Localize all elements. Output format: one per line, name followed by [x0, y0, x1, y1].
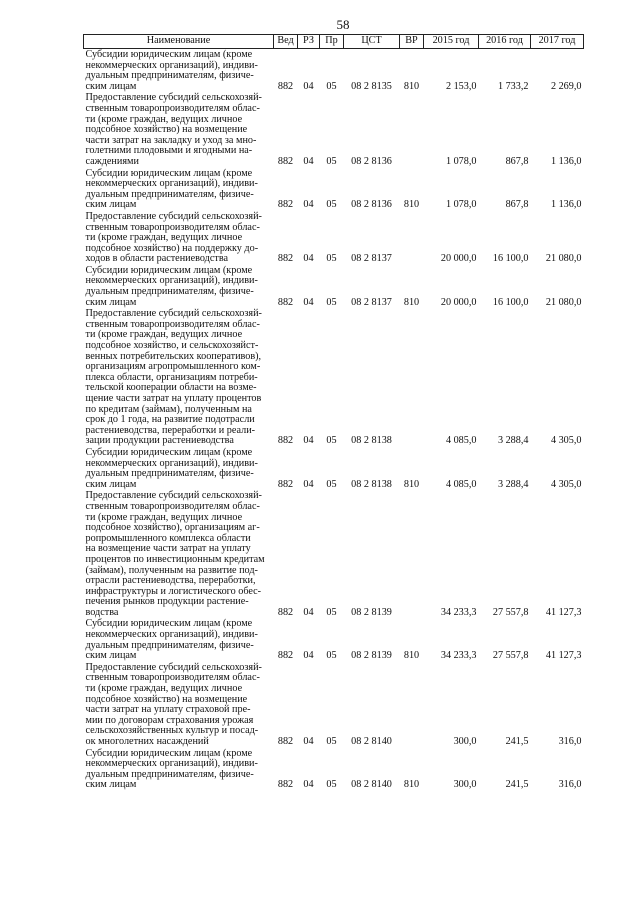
row-pr: 05: [326, 478, 337, 490]
table-body: [84, 49, 584, 791]
row-ved: 882: [277, 199, 294, 211]
row-pr: 05: [326, 155, 337, 167]
row-name: Предоставление субсидий сельскохозяй- ственным товаропроизводителям облас- ти (кроме граждан, ведущих личное подсобное хозяйство) на возмещение части затрат на уплату страховой пре- мии по договорам страхования урожая сельскохозяйственных культур и посад- ок многолетних насаждений: [85, 661, 262, 747]
row-pr: 05: [326, 296, 337, 308]
table-row: [84, 618, 584, 661]
row-rz: 04: [303, 155, 314, 167]
row-ved: 882: [277, 606, 294, 618]
row-ved: 882: [277, 296, 294, 308]
col-header-name: Наименование: [84, 35, 274, 49]
row-rz: 04: [303, 779, 314, 791]
table-row: [84, 748, 584, 791]
row-value-2015: 20 000,0: [440, 253, 477, 265]
table-row: [84, 447, 584, 490]
col-header-vr: ВР: [400, 35, 424, 49]
row-value-2015: 4 085,0: [445, 478, 477, 490]
row-value-2017: 1 136,0: [550, 155, 582, 167]
row-pr: 05: [326, 650, 337, 662]
row-rz: 04: [303, 606, 314, 618]
row-value-2016: 27 557,8: [492, 606, 529, 618]
table-row: [84, 308, 584, 447]
row-value-2017: 41 127,3: [545, 606, 582, 618]
row-name: Предоставление субсидий сельскохозяй- ственным товаропроизводителям облас- ти (кроме граждан, ведущих личное подсобное хозяйство), организациям аг- ропромышленного комплекса области на возмещение части затрат на уплату процентов по инвестиционным кредитам (займам), полученным на развитие под- отрасли растениеводства, переработки, инфраструктуры и логистического обес- печения рынков продукции растение- водства: [85, 490, 265, 618]
row-value-2015: 34 233,3: [440, 606, 477, 618]
row-name: Субсидии юридическим лицам (кроме некоммерческих организаций), индиви- дуальным предпринимателям, физиче- ским лицам: [85, 747, 258, 791]
row-rz: 04: [303, 199, 314, 211]
row-cst: 08 2 8138: [351, 478, 392, 490]
row-cst: 08 2 8137: [351, 253, 392, 265]
row-value-2017: 1 136,0: [550, 199, 582, 211]
table-header: [84, 35, 584, 49]
row-value-2017: 21 080,0: [545, 296, 582, 308]
row-value-2017: 2 269,0: [550, 80, 582, 92]
row-ved: 882: [277, 155, 294, 167]
col-header-ved: Вед: [274, 35, 298, 49]
row-value-2016: 3 288,4: [497, 478, 529, 490]
row-name: Субсидии юридическим лицам (кроме некоммерческих организаций), индиви- дуальным предпринимателям, физиче- ским лицам: [85, 264, 258, 308]
row-pr: 05: [326, 779, 337, 791]
row-value-2016: 16 100,0: [492, 253, 529, 265]
row-vr: [400, 92, 424, 167]
row-value-2016: 16 100,0: [492, 296, 529, 308]
col-header-2016: 2016 год: [479, 35, 531, 49]
row-value-2017: 4 305,0: [550, 435, 582, 447]
row-value-2015: 34 233,3: [440, 650, 477, 662]
row-rz: 04: [303, 650, 314, 662]
table-row: [84, 490, 584, 618]
row-value-2016: 27 557,8: [492, 650, 529, 662]
table-row: [84, 168, 584, 211]
row-vr: [400, 662, 424, 748]
col-header-rz: РЗ: [298, 35, 320, 49]
row-pr: 05: [326, 80, 337, 92]
budget-table: [83, 34, 584, 791]
row-value-2016: 867,8: [505, 199, 529, 211]
row-vr: 810: [403, 478, 420, 490]
row-ved: 882: [277, 80, 294, 92]
row-value-2016: 1 733,2: [497, 80, 529, 92]
row-vr: [400, 308, 424, 447]
row-name: Субсидии юридическим лицам (кроме некоммерческих организаций), индиви- дуальным предпринимателям, физиче- ским лицам: [85, 446, 258, 490]
row-cst: 08 2 8140: [351, 736, 392, 747]
row-vr: [400, 211, 424, 265]
row-ved: 882: [277, 435, 294, 447]
row-value-2016: 241,5: [505, 736, 529, 747]
row-cst: 08 2 8135: [351, 80, 392, 92]
table-row: [84, 211, 584, 265]
row-ved: 882: [277, 253, 294, 265]
row-value-2015: 300,0: [453, 779, 477, 791]
table-row: [84, 662, 584, 748]
row-rz: 04: [303, 296, 314, 308]
row-cst: 08 2 8139: [351, 606, 392, 618]
col-header-2017: 2017 год: [531, 35, 584, 49]
header-row: [84, 35, 584, 49]
row-value-2017: 316,0: [558, 779, 582, 791]
row-name: Субсидии юридическим лицам (кроме некоммерческих организаций), индиви- дуальным предпринимателям, физиче- ским лицам: [85, 49, 258, 92]
row-name: Предоставление субсидий сельскохозяй- ственным товаропроизводителям облас- ти (кроме граждан, ведущих личное подсобное хозяйство) на поддержку до- ходов в области растениеводства: [85, 210, 262, 265]
row-vr: 810: [403, 296, 420, 308]
row-value-2015: 4 085,0: [445, 435, 477, 447]
row-vr: 810: [403, 650, 420, 662]
row-name: Субсидии юридическим лицам (кроме некоммерческих организаций), индиви- дуальным предпринимателям, физиче- ским лицам: [85, 167, 258, 211]
table-row: [84, 49, 584, 93]
row-value-2017: 41 127,3: [545, 650, 582, 662]
row-value-2016: 3 288,4: [497, 435, 529, 447]
col-header-pr: Пр: [320, 35, 344, 49]
row-value-2017: 316,0: [558, 736, 582, 747]
row-pr: 05: [326, 253, 337, 265]
row-value-2017: 21 080,0: [545, 253, 582, 265]
row-ved: 882: [277, 779, 294, 791]
row-value-2016: 241,5: [505, 779, 529, 791]
row-cst: 08 2 8136: [351, 199, 392, 211]
row-pr: 05: [326, 199, 337, 211]
row-cst: 08 2 8138: [351, 435, 392, 447]
row-cst: 08 2 8139: [351, 650, 392, 662]
row-vr: 810: [403, 779, 420, 791]
col-header-2015: 2015 год: [424, 35, 479, 49]
row-vr: 810: [403, 199, 420, 211]
row-vr: 810: [403, 80, 420, 92]
row-value-2016: 867,8: [505, 155, 529, 167]
row-ved: 882: [277, 478, 294, 490]
table-row: [84, 265, 584, 308]
table-row: [84, 92, 584, 167]
row-cst: 08 2 8136: [351, 155, 392, 167]
row-name: Предоставление субсидий сельскохозяй- ственным товаропроизводителям облас- ти (кроме граждан, ведущих личное подсобное хозяйство) на возмещение части затрат на закладку и уход за мно- голетними плодовыми и ягодными на- саждениями: [85, 92, 262, 167]
row-value-2015: 1 078,0: [445, 155, 477, 167]
row-rz: 04: [303, 435, 314, 447]
row-rz: 04: [303, 736, 314, 747]
row-name: Предоставление субсидий сельскохозяй- ственным товаропроизводителям облас- ти (кроме граждан, ведущих личное подсобное хозяйство, и сельскохозяйст- венных потребительских кооперативов), организациям агропромышленного ком- плекса области, организациям потреби- тельской кооперации области на возме- щение части затрат на уплату процентов по кредитам (займам), полученным на срок до 1 года, на развитие подотрасли растениеводства, переработки и реали- зации продукции растениеводства: [85, 308, 262, 447]
row-value-2015: 1 078,0: [445, 199, 477, 211]
row-rz: 04: [303, 478, 314, 490]
row-value-2015: 300,0: [453, 736, 477, 747]
row-rz: 04: [303, 80, 314, 92]
row-rz: 04: [303, 253, 314, 265]
row-value-2017: 4 305,0: [550, 478, 582, 490]
row-pr: 05: [326, 435, 337, 447]
row-pr: 05: [326, 736, 337, 747]
row-pr: 05: [326, 606, 337, 618]
row-name: Субсидии юридическим лицам (кроме некоммерческих организаций), индиви- дуальным предпринимателям, физиче- ским лицам: [85, 618, 258, 662]
row-value-2015: 2 153,0: [445, 80, 477, 92]
row-ved: 882: [277, 736, 294, 747]
row-cst: 08 2 8137: [351, 296, 392, 308]
row-value-2015: 20 000,0: [440, 296, 477, 308]
col-header-cst: ЦСТ: [344, 35, 400, 49]
row-cst: 08 2 8140: [351, 779, 392, 791]
row-vr: [400, 490, 424, 618]
row-ved: 882: [277, 650, 294, 662]
page-number: 58: [336, 17, 350, 32]
